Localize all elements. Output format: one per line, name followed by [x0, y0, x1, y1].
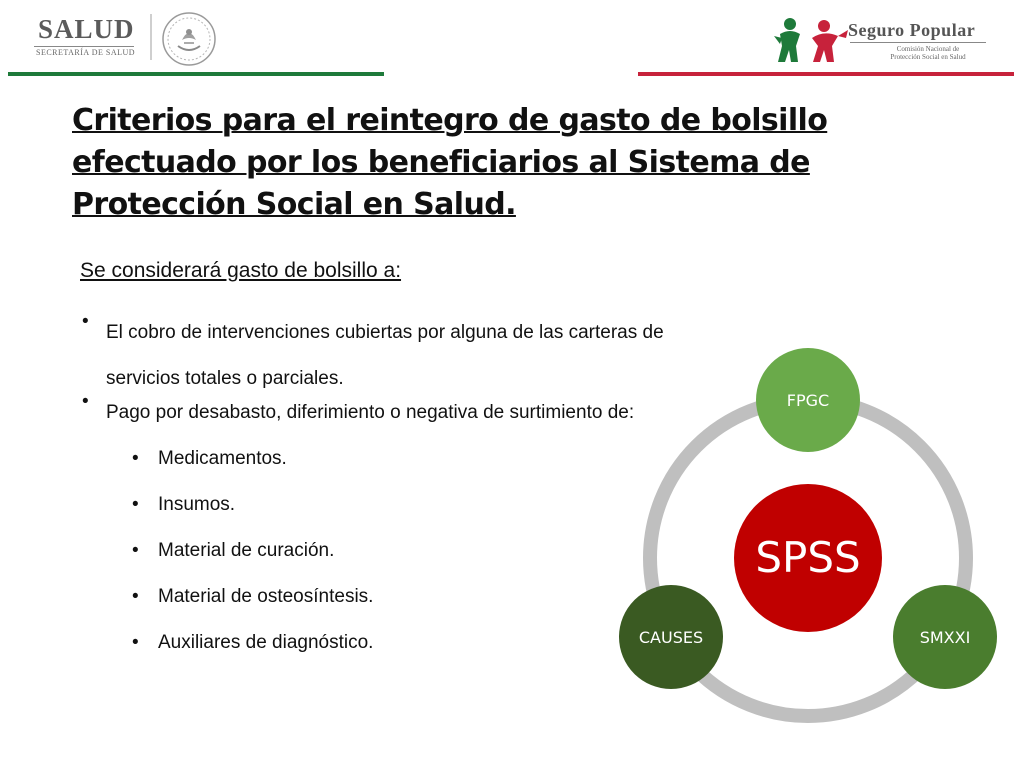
- bullet-glyph: •: [132, 632, 139, 653]
- slide-subtitle: Se considerará gasto de bolsillo a:: [80, 259, 402, 282]
- node-fpgc-label: FPGC: [786, 391, 830, 410]
- bullet-glyph: •: [132, 448, 139, 469]
- cycle-diagram: [600, 340, 1020, 740]
- header-green-rule: [8, 72, 384, 76]
- node-spss-label: SPSS: [755, 533, 861, 582]
- mexico-seal-icon: [160, 10, 218, 68]
- sub-bullet-item: [80, 620, 670, 666]
- sub-bullet-text: Material de curación.: [158, 540, 335, 561]
- sub-bullet-text: Insumos.: [158, 494, 236, 515]
- seguro-popular-subtitle: [868, 45, 988, 61]
- seguro-popular-subtitle-line1: Comisión Nacional de: [896, 45, 960, 53]
- bullet-item: [80, 390, 670, 436]
- sub-bullet-item: [80, 482, 670, 528]
- bullet-text: Pago por desabasto, diferimiento o negativa de surtimiento de:: [106, 402, 635, 423]
- bullet-glyph: •: [82, 391, 89, 412]
- bullet-list: [80, 311, 670, 666]
- sub-bullet-item: [80, 528, 670, 574]
- bullet-glyph: •: [132, 494, 139, 515]
- salud-logo: [30, 14, 140, 58]
- salud-logo-title: SALUD: [38, 14, 135, 44]
- bullet-glyph: •: [132, 586, 139, 607]
- sub-bullet-text: Auxiliares de diagnóstico.: [158, 632, 374, 653]
- salud-logo-rule: [34, 46, 134, 47]
- bullet-glyph: •: [132, 540, 139, 561]
- node-smxxi-label: SMXXI: [919, 628, 971, 647]
- salud-logo-subtitle: SECRETARÍA DE SALUD: [36, 48, 136, 57]
- bullet-text: El cobro de intervenciones cubiertas por alguna de las carteras de servicios totales o parciales.: [106, 322, 664, 389]
- seguro-popular-title: Seguro Popular: [848, 20, 976, 40]
- seguro-popular-rule: [850, 42, 986, 43]
- sub-bullet-item: [80, 574, 670, 620]
- seguro-popular-subtitle-line2: Protección Social en Salud: [890, 53, 966, 61]
- sub-bullet-item: [80, 436, 670, 482]
- bullet-glyph: •: [82, 311, 89, 332]
- seguro-popular-figures-icon: [772, 16, 852, 64]
- bullet-item: [80, 310, 670, 402]
- node-causes-label: CAUSES: [638, 628, 704, 647]
- header-red-rule: [638, 72, 1014, 76]
- slide-title: Criterios para el reintegro de gasto de bolsillo efectuado por los beneficiarios al Sistema de Protección Social en Salud.: [72, 103, 828, 222]
- header-separator: [150, 14, 152, 60]
- sub-bullet-text: Material de osteosíntesis.: [158, 586, 374, 607]
- sub-bullet-text: Medicamentos.: [158, 448, 287, 469]
